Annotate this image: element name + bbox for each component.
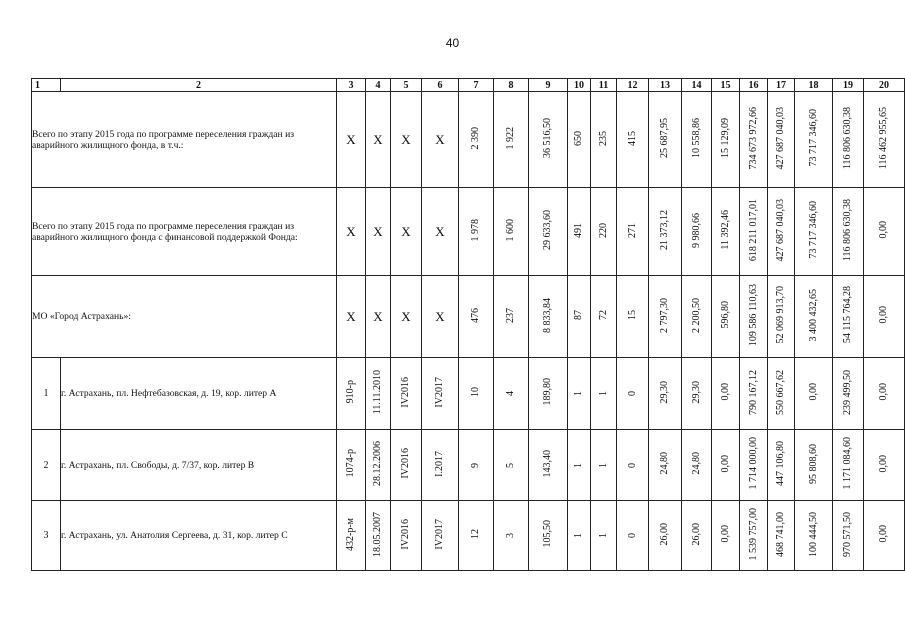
column-number: 1: [32, 79, 61, 92]
cell-c15: 596,80: [719, 301, 731, 329]
cell-c4: 28.12.2006: [372, 441, 383, 486]
cell-c6: X: [422, 276, 459, 358]
cell-c19: 239 499,50: [842, 369, 853, 415]
column-number: 9: [529, 79, 568, 92]
cell-c8: 4: [505, 391, 516, 396]
cell-c10: 1: [573, 533, 584, 538]
cell-c19: 970 571,50: [842, 511, 853, 557]
cell-c15: 15 129,09: [719, 118, 731, 158]
cell-c4: X: [366, 92, 391, 188]
cell-c13: 2 797,30: [659, 297, 670, 333]
cell-c13: 29,30: [659, 380, 670, 404]
cell-c17: 550 667,62: [775, 369, 786, 415]
cell-c16: 618 211 017,01: [747, 198, 759, 262]
cell-c8: 5: [505, 462, 516, 468]
cell-c13: 21 373,12: [659, 210, 670, 250]
cell-c4: X: [366, 188, 391, 276]
cell-c8: 3: [505, 533, 516, 538]
cell-c20: 0,00: [878, 525, 889, 543]
cell-c12: 415: [626, 130, 638, 146]
cell-c14: 9 980,66: [690, 212, 702, 248]
column-number: 3: [337, 79, 366, 92]
cell-c9: 189,80: [542, 378, 553, 406]
cell-c17: 468 741,00: [775, 511, 786, 557]
cell-c19: 116 806 630,38: [842, 106, 853, 170]
cell-c19: 54 115 764,28: [842, 286, 853, 344]
cell-c5: X: [391, 276, 422, 358]
column-number: 13: [649, 79, 682, 92]
column-number: 11: [591, 79, 617, 92]
cell-c5: X: [391, 92, 422, 188]
cell-c18: 3 400 432,65: [807, 288, 819, 342]
cell-c4: 11.11.2010: [372, 369, 383, 415]
cell-c9: 36 516,50: [542, 118, 553, 158]
cell-c4: 18.05.2007: [372, 511, 383, 557]
cell-c13: 25 687,95: [659, 118, 670, 158]
cell-c10: 1: [573, 391, 584, 396]
cell-c15: 0,00: [719, 525, 731, 543]
cell-c9: 8 833,84: [542, 297, 553, 333]
cell-c14: 29,30: [690, 380, 702, 404]
cell-c16: 734 673 972,66: [747, 106, 759, 170]
cell-c10: 491: [573, 222, 584, 238]
cell-c13: 24,80: [659, 452, 670, 475]
cell-c20: 116 462 955,65: [878, 106, 889, 170]
table-row: [32, 430, 905, 501]
cell-c18: 100 444,50: [807, 511, 819, 557]
cell-c3: 910-р: [345, 380, 356, 404]
cell-c7: 12: [470, 529, 481, 539]
cell-c15: 11 392,46: [719, 210, 731, 250]
column-number: 12: [617, 79, 649, 92]
cell-c17: 427 687 040,03: [775, 106, 786, 170]
cell-c12: 15: [626, 310, 638, 320]
cell-c8: 1 922: [505, 126, 516, 150]
column-number: 8: [494, 79, 529, 92]
cell-c17: 427 687 040,03: [775, 198, 786, 262]
address-cell: г. Астрахань, ул. Анатолия Сергеева, д. 31, кор. литер С: [61, 501, 337, 571]
table-row: [32, 358, 905, 430]
cell-c10: 87: [573, 310, 584, 320]
cell-c6: I.2017: [434, 450, 445, 477]
cell-c3: X: [337, 276, 366, 358]
resettlement-table: [31, 78, 905, 571]
column-number: 14: [682, 79, 712, 92]
cell-c5: IV2016: [400, 448, 411, 479]
table-row: [32, 501, 905, 571]
cell-c10: 1: [573, 462, 584, 468]
page-number: 40: [445, 36, 460, 50]
address-cell: г. Астрахань, пл. Свободы, д. 7/37, кор. литер В: [61, 430, 337, 501]
cell-c5: IV2016: [400, 376, 411, 408]
column-number: 7: [459, 79, 494, 92]
cell-c18: 73 717 346,60: [807, 109, 819, 167]
column-number: 19: [833, 79, 864, 92]
column-number: 20: [864, 79, 905, 92]
cell-c15: 0,00: [719, 454, 731, 473]
cell-c6: IV2017: [434, 518, 445, 550]
cell-c12: 0: [626, 533, 638, 538]
row-number: 1: [32, 358, 61, 430]
cell-c3: X: [337, 92, 366, 188]
column-number: 16: [740, 79, 768, 92]
cell-c11: 72: [597, 310, 609, 320]
cell-c20: 0,00: [878, 383, 889, 401]
cell-c7: 2 390: [470, 126, 481, 150]
cell-c3: X: [337, 188, 366, 276]
cell-c6: X: [422, 188, 459, 276]
cell-c8: 237: [505, 307, 516, 323]
cell-c16: 790 167,12: [747, 369, 759, 415]
cell-c7: 9: [470, 462, 481, 468]
cell-c6: IV2017: [434, 376, 445, 408]
row-number: 2: [32, 430, 61, 501]
summary-row-fund: [32, 188, 905, 276]
cell-c8: 1 600: [505, 218, 516, 242]
cell-c18: 73 717 346,60: [807, 201, 819, 259]
cell-c18: 95 808,60: [807, 443, 819, 484]
cell-c3: 1074-р: [345, 449, 356, 478]
table-header-row: [32, 79, 905, 92]
cell-c11: 1: [597, 391, 609, 396]
cell-c5: IV2016: [400, 518, 411, 550]
cell-c9: 105,50: [542, 520, 553, 548]
cell-c4: X: [366, 276, 391, 358]
cell-c15: 0,00: [719, 383, 731, 401]
cell-c11: 1: [597, 462, 609, 468]
cell-c19: 1 171 084,60: [842, 437, 853, 490]
cell-c7: 1 978: [470, 218, 481, 242]
cell-c11: 1: [597, 533, 609, 538]
column-number: 18: [795, 79, 833, 92]
cell-c5: X: [391, 188, 422, 276]
cell-c17: 52 069 913,70: [775, 286, 786, 344]
cell-c14: 26,00: [690, 522, 702, 546]
cell-c7: 10: [470, 387, 481, 397]
column-number: 15: [712, 79, 740, 92]
column-number: 6: [422, 79, 459, 92]
cell-c6: X: [422, 92, 459, 188]
summary-row-municipality: [32, 276, 905, 358]
cell-c7: 476: [470, 307, 481, 323]
cell-c10: 650: [573, 130, 584, 146]
cell-c16: 109 586 110,63: [747, 283, 759, 347]
column-number: 10: [568, 79, 591, 92]
cell-c16: 1 714 000,00: [747, 437, 759, 490]
row-label: Всего по этапу 2015 года по программе переселения граждан из аварийного жилищного фонда с финансовой поддержкой Фонда:: [32, 188, 337, 276]
cell-c9: 143,40: [542, 449, 553, 478]
address-cell: г. Астрахань, пл. Нефтебазовская, д. 19, кор. литер А: [61, 358, 337, 430]
cell-c12: 0: [626, 391, 638, 396]
cell-c20: 0,00: [878, 454, 889, 473]
cell-c13: 26,00: [659, 522, 670, 546]
cell-c16: 1 539 757,00: [747, 507, 759, 561]
cell-c20: 0,00: [878, 306, 889, 324]
row-label: МО «Город Астрахань»:: [32, 276, 337, 358]
cell-c11: 235: [597, 130, 609, 146]
cell-c14: 2 200,50: [690, 297, 702, 333]
column-number: 4: [366, 79, 391, 92]
row-label: Всего по этапу 2015 года по программе переселения граждан из аварийного жилищного фонда, в т.ч.:: [32, 92, 337, 188]
cell-c12: 271: [626, 222, 638, 238]
column-number: 2: [61, 79, 337, 92]
cell-c18: 0,00: [807, 383, 819, 401]
cell-c20: 0,00: [878, 221, 889, 239]
cell-c14: 24,80: [690, 452, 702, 475]
column-number: 5: [391, 79, 422, 92]
column-number: 17: [768, 79, 795, 92]
row-number: 3: [32, 501, 61, 571]
cell-c9: 29 633,60: [542, 210, 553, 250]
cell-c12: 0: [626, 462, 638, 468]
cell-c11: 220: [597, 222, 609, 238]
cell-c17: 447 106,80: [775, 441, 786, 486]
cell-c19: 116 806 630,38: [842, 198, 853, 262]
cell-c14: 10 558,86: [690, 118, 702, 158]
summary-row-total: [32, 92, 905, 188]
cell-c3: 432-р-м: [345, 517, 356, 551]
